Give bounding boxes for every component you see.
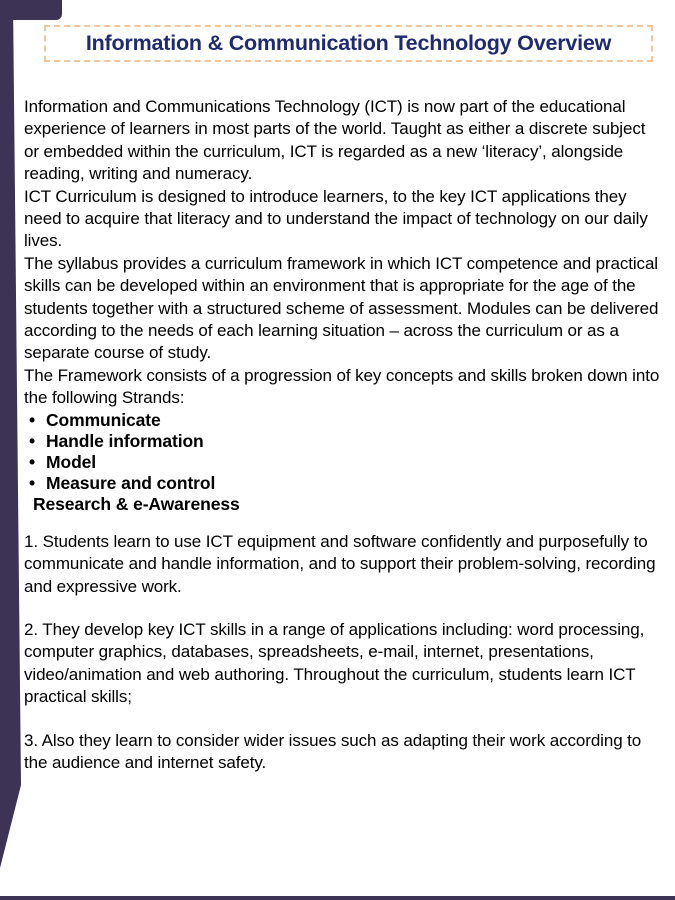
left-edge-wedge-decoration [0,0,24,900]
strand-label: Communicate [46,409,161,430]
bottom-border-bar [0,896,675,900]
bullet-icon: • [29,430,36,451]
paragraph-framework: The Framework consists of a progression of key concepts and skills broken down into the following Strands: [24,365,660,408]
strand-label: Model [46,451,97,472]
paragraph-numbered-3: 3. Also they learn to consider wider issues such as adapting their work according to the audience and internet safety. [24,730,642,772]
paragraph-numbered-1: 1. Students learn to use ICT equipment and software confidently and purposefully to communicate and handle information, and to support their problem-solving, recording and expressive work. [24,531,656,596]
page-title: Information & Communication Technology Overview [85,31,612,55]
strand-label: Measure and control [46,472,216,493]
strand-item [29,473,664,494]
top-left-corner-decoration [0,0,62,20]
bullet-icon: • [29,472,36,493]
strand-label: Handle information [46,430,204,451]
strand-footer-research: Research & e-Awareness [33,493,240,514]
strand-item [29,410,664,431]
document-body [24,96,664,774]
paragraph-intro: Information and Communications Technology (ICT) is now part of the educational experience of learners in most parts of the world. Taught as either a discrete subject or embedded within the curriculum, ICT is regarded as a new ‘literacy’, alongside reading, writing and numeracy. [24,97,646,184]
paragraph-numbered-2: 2. They develop key ICT skills in a range of applications including: word processing, computer graphics, databases, spreadsheets, e-mail, internet, presentations, video/animation and web authoring. Throughout the curriculum, students learn ICT practical skills; [24,619,645,707]
bullet-icon: • [29,451,36,472]
strand-item [29,452,664,473]
strands-list [24,410,664,494]
title-box [44,25,653,62]
bullet-icon: • [29,409,36,430]
paragraph-curriculum: ICT Curriculum is designed to introduce learners, to the key ICT applications they need to acquire that literacy and to understand the impact of technology on our daily lives. [24,186,648,251]
paragraph-syllabus: The syllabus provides a curriculum framework in which ICT competence and practical skills can be developed within an environment that is appropriate for the age of the students together with a structured scheme of assessment. Modules can be delivered according to the needs of each learning situation – across the curriculum or as a separate course of study. [24,253,659,363]
strand-item [29,431,664,452]
